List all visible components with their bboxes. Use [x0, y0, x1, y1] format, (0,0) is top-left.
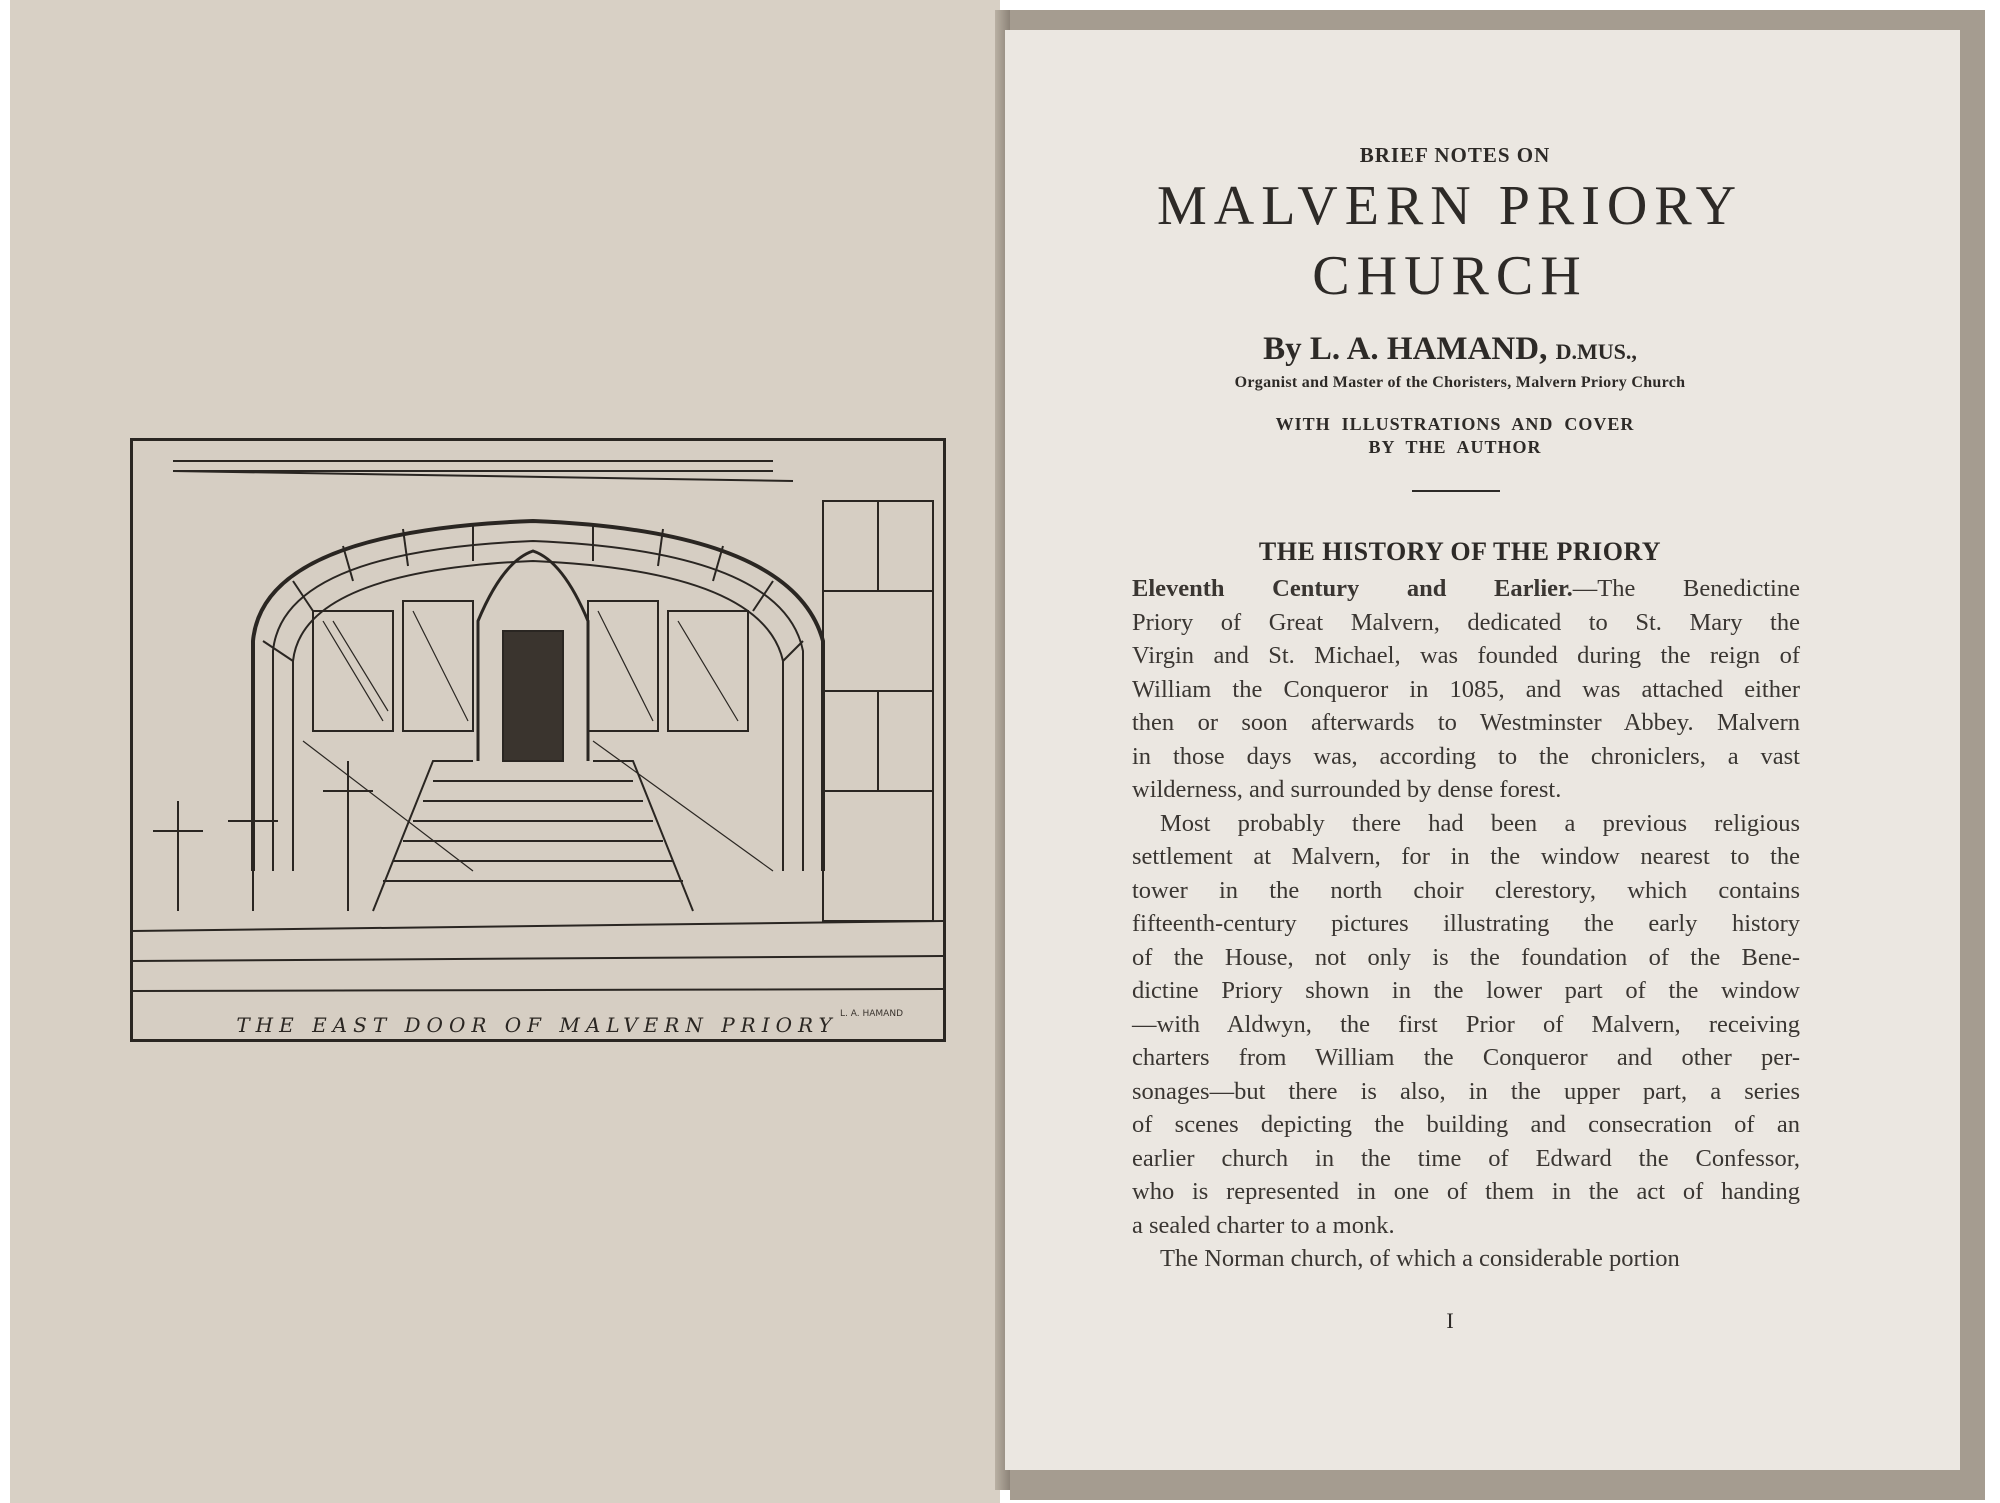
body-line: tower in the north choir clerestory, which contains: [1132, 876, 1800, 904]
byline-name: By L. A. HAMAND,: [1263, 331, 1548, 367]
illustrations-line-2: BY THE AUTHOR: [1368, 437, 1542, 457]
page-number: I: [1446, 1308, 1454, 1333]
body-line: charters from William the Conqueror and other per-: [1132, 1044, 1800, 1071]
body-line: fifteenth-century pictures illustrating the early history: [1132, 910, 1800, 937]
artist-signature: L. A. HAMAND: [840, 1009, 903, 1019]
kicker: BRIEF NOTES ON: [1359, 143, 1551, 167]
body-line: sonages—but there is also, in the upper part, a series: [1132, 1077, 1800, 1105]
body-subheading: Eleventh Century and Earlier.: [1132, 575, 1573, 602]
illustration-caption: THE EAST DOOR OF MALVERN PRIORY: [236, 1013, 838, 1037]
body-line: wilderness, and surrounded by dense forest.: [1132, 776, 1562, 803]
body-line: of scenes depicting the building and consecration of an: [1132, 1111, 1800, 1138]
title-line-1: MALVERN PRIORY: [1156, 175, 1744, 237]
byline: [1150, 331, 1750, 368]
body-line: Most probably there had been a previous religious: [1160, 809, 1800, 837]
body-line: settlement at Malvern, for in the window nearest to the: [1132, 843, 1800, 870]
byline-degree: D.MUS.,: [1555, 339, 1637, 364]
body-line: Virgin and St. Michael, was founded during the reign of: [1132, 642, 1800, 669]
body-line: William the Conqueror in 1085, and was attached either: [1132, 675, 1800, 703]
body-line: —with Aldwyn, the first Prior of Malvern, receiving: [1132, 1010, 1800, 1038]
section-heading: THE HISTORY OF THE PRIORY: [1258, 537, 1662, 566]
body-line: a sealed charter to a monk.: [1132, 1211, 1395, 1239]
body-line: then or soon afterwards to Westminster Abbey. Malvern: [1132, 709, 1800, 736]
body-line: who is represented in one of them in the act of handing: [1132, 1178, 1800, 1205]
body-line: earlier church in the time of Edward the Confessor,: [1132, 1144, 1800, 1172]
body-line: The Norman church, of which a considerable portion: [1160, 1245, 1680, 1272]
divider-rule: [1412, 490, 1500, 492]
author-role: Organist and Master of the Choristers, Malvern Priory Church: [1234, 374, 1686, 391]
east-door-drawing: [133, 441, 943, 1039]
illustrations-line-1: WITH ILLUSTRATIONS AND COVER: [1275, 414, 1635, 434]
title-line-2: CHURCH: [1312, 245, 1588, 307]
body-line: Priory of Great Malvern, dedicated to St. Mary the: [1132, 608, 1800, 636]
body-line: in those days was, according to the chroniclers, a vast: [1132, 742, 1800, 770]
body-line-text: —The Benedictine: [1572, 575, 1800, 602]
east-door-illustration: [130, 438, 946, 1042]
body-line: [1132, 572, 1800, 606]
body-line: of the House, not only is the foundation of the Bene-: [1132, 943, 1800, 971]
body-line: dictine Priory shown in the lower part of the window: [1132, 977, 1800, 1004]
left-page: [10, 0, 1000, 1503]
